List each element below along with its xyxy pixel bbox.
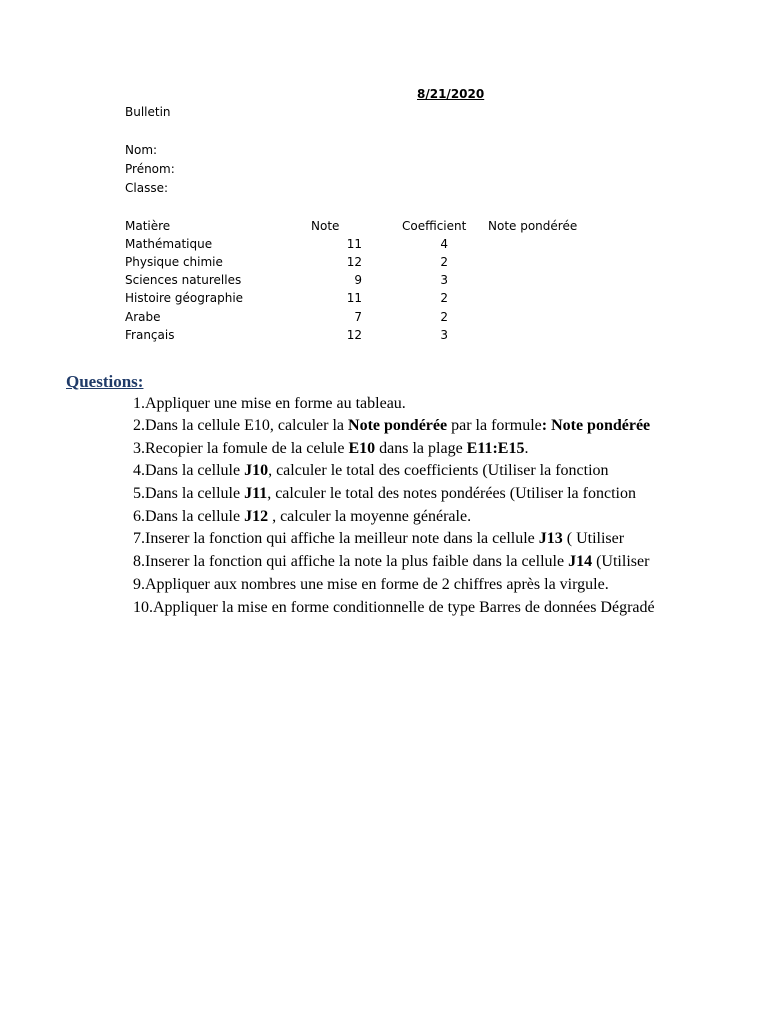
field-classe: Classe: [125,181,168,195]
date-cell: 8/21/2020 [417,87,485,101]
question-item [133,394,406,414]
note-cell: 12 [346,255,362,269]
question-item [133,575,609,595]
question-text: ( Utiliser [562,530,625,547]
coef-cell: 2 [440,255,448,269]
question-text: 5.Dans la cellule [133,485,245,502]
question-text: 7.Inserer la fonction qui affiche la meilleur note dans la cellule [133,530,539,547]
column-header-note: Note [311,219,340,233]
question-text: 8.Inserer la fonction qui affiche la note la plus faible dans la cellule [133,553,569,570]
coef-cell: 3 [440,273,448,287]
questions-list [0,390,678,630]
question-keyword: : Note pondérée [541,417,651,434]
question-text: 9.Appliquer aux nombres une mise en forme de 2 chiffres après la virgule. [133,576,609,593]
question-text: dans la plage [375,440,467,457]
question-text: par la formule [447,417,542,434]
note-cell: 12 [346,328,362,342]
column-header-note-ponderee: Note pondérée [488,219,578,233]
subject-cell: Mathématique [125,237,213,251]
bulletin-title: Bulletin [125,105,171,119]
coef-cell: 3 [440,328,448,342]
question-item [133,484,636,504]
column-header-coefficient: Coefficient [402,219,467,233]
question-item [133,416,650,436]
question-text: , calculer le total des coefficients (Utiliser la fonction [268,462,609,479]
question-keyword: E11:E15 [466,440,525,457]
question-item [133,439,528,459]
field-prenom: Prénom: [125,162,175,176]
note-cell: 11 [346,237,362,251]
question-keyword: J10 [244,462,269,479]
question-text: 1.Appliquer une mise en forme au tableau. [133,395,406,412]
question-keyword: J14 [568,553,593,570]
coef-cell: 2 [440,291,448,305]
question-text: (Utiliser [592,553,650,570]
question-item [133,461,609,481]
subject-cell: Français [125,328,175,342]
question-keyword: E10 [348,440,376,457]
column-header-matiere: Matière [125,219,171,233]
question-text: , calculer le total des notes pondérées (Utiliser la fonction [267,485,636,502]
question-keyword: J11 [244,485,268,502]
question-text: 6.Dans la cellule [133,508,245,525]
question-text: 3.Recopier la fomule de la celule [133,440,349,457]
subject-cell: Physique chimie [125,255,223,269]
coef-cell: 2 [440,310,448,324]
question-text: 4.Dans la cellule [133,462,245,479]
question-item [133,598,655,618]
question-text: . [524,440,529,457]
note-cell: 11 [346,291,362,305]
question-item [133,552,649,572]
question-keyword: Note pondérée [348,417,448,434]
question-text: , calculer la moyenne générale. [268,508,472,525]
subject-cell: Sciences naturelles [125,273,242,287]
field-nom: Nom: [125,143,158,157]
questions-title: Questions: [66,372,144,391]
note-cell: 7 [354,310,362,324]
question-keyword: J13 [538,530,563,547]
coef-cell: 4 [440,237,448,251]
question-item [133,529,624,549]
subject-cell: Arabe [125,310,161,324]
question-text: 2.Dans la cellule E10, calculer la [133,417,349,434]
question-text: 10.Appliquer la mise en forme conditionnelle de type Barres de données Dégradé [133,599,655,616]
question-keyword: J12 [244,508,269,525]
note-cell: 9 [354,273,362,287]
question-item [133,507,471,527]
subject-cell: Histoire géographie [125,291,244,305]
